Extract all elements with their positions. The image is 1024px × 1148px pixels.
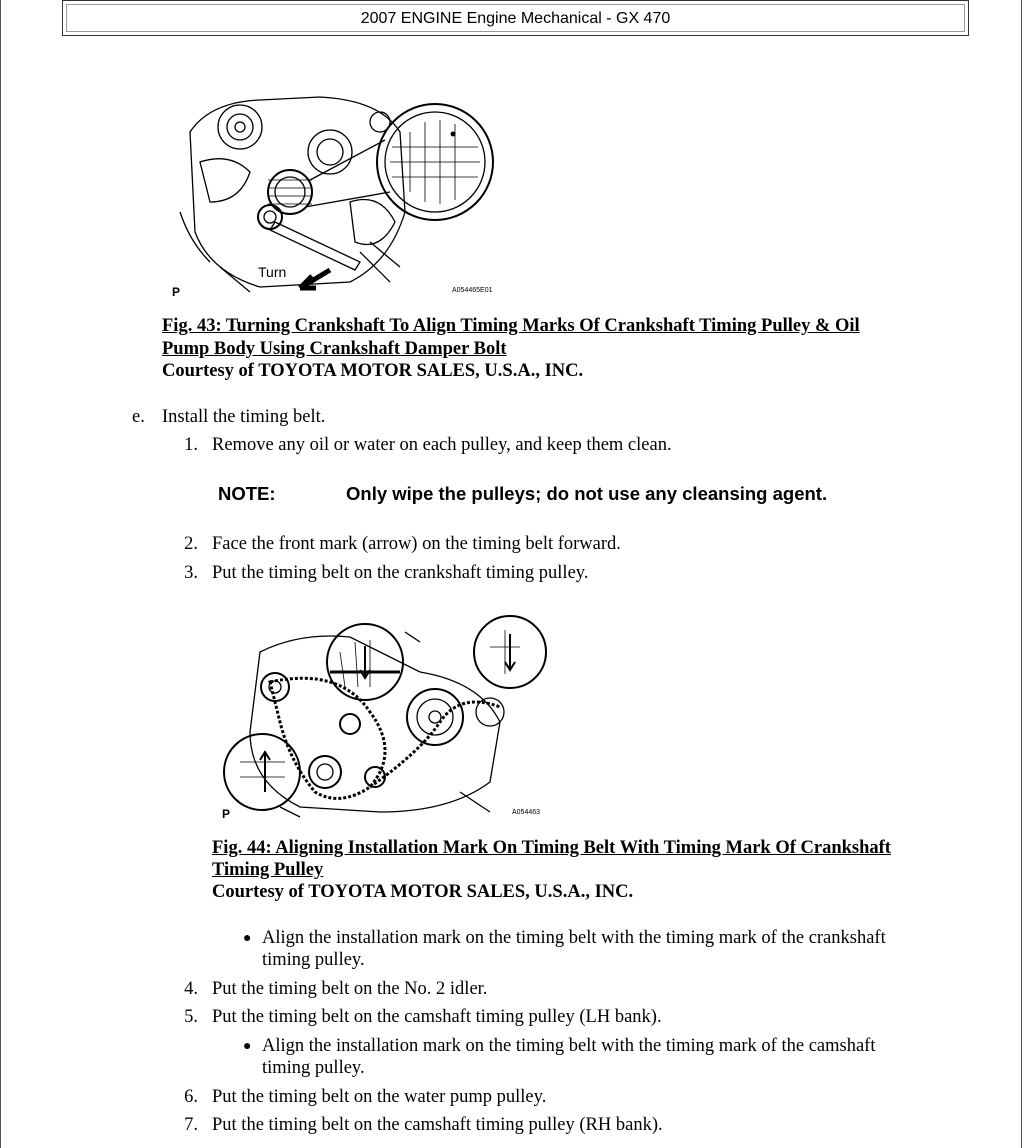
bullet-1-line1: Align the installation mark on the timing belt with the timing mark of the crankshaft xyxy=(262,928,886,948)
bullet-2-line1: Align the installation mark on the timing belt with the timing mark of the camshaft xyxy=(262,1036,876,1056)
step-3-text: Put the timing belt on the crankshaft timing pulley. xyxy=(212,563,589,583)
step-1-number: 1. xyxy=(184,435,198,455)
label-p: P xyxy=(222,807,231,821)
bullet-icon: ● xyxy=(243,931,252,946)
step-5-text: Put the timing belt on the camshaft timing pulley (LH bank). xyxy=(212,1007,662,1027)
figure-code: A054465E01 xyxy=(452,287,493,294)
step-4-number: 4. xyxy=(184,979,198,999)
figure-43-title-line2: Pump Body Using Crankshaft Damper Bolt xyxy=(162,339,507,359)
cam-mark-arrow-icon xyxy=(360,646,370,678)
step-1-text: Remove any oil or water on each pulley, and keep them clean. xyxy=(212,435,672,455)
crank-mark-arrow-icon xyxy=(260,752,270,792)
step-3-number: 3. xyxy=(184,563,198,583)
step-4-text: Put the timing belt on the No. 2 idler. xyxy=(212,979,488,999)
step-7-text: Put the timing belt on the camshaft timing pulley (RH bank). xyxy=(212,1115,663,1135)
note-text: Only wipe the pulleys; do not use any cleansing agent. xyxy=(346,483,828,504)
turn-arrow-icon xyxy=(300,270,330,288)
step-e-marker: e. xyxy=(132,407,145,427)
label-turn: Turn xyxy=(258,264,287,280)
figure-44-courtesy: Courtesy of TOYOTA MOTOR SALES, U.S.A., INC. xyxy=(212,882,634,902)
figure-44-title-line1: Fig. 44: Aligning Installation Mark On Timing Belt With Timing Mark Of Crankshaft xyxy=(212,838,891,858)
step-2-number: 2. xyxy=(184,534,198,554)
label-p: P xyxy=(172,285,181,299)
step-5-number: 5. xyxy=(184,1007,198,1027)
cam-mark-arrow-icon-rh xyxy=(505,634,515,670)
bullet-2-line2: timing pulley. xyxy=(262,1058,365,1078)
figure-code: A054463 xyxy=(512,809,541,816)
page-header xyxy=(62,0,969,36)
step-e-text: Install the timing belt. xyxy=(162,407,326,427)
step-7-number: 7. xyxy=(184,1115,198,1135)
bullet-icon: ● xyxy=(243,1039,252,1054)
figure-44-title-line2: Timing Pulley xyxy=(212,860,324,880)
figure-44-illustration xyxy=(220,612,560,822)
page-header-title: 2007 ENGINE Engine Mechanical - GX 470 xyxy=(66,4,965,32)
step-6-number: 6. xyxy=(184,1087,198,1107)
figure-43-courtesy: Courtesy of TOYOTA MOTOR SALES, U.S.A., INC. xyxy=(162,361,584,381)
timing-mark-dot xyxy=(451,132,456,137)
timing-belt-drawing xyxy=(220,612,560,822)
crankshaft-pulley-drawing xyxy=(170,92,510,300)
step-6-text: Put the timing belt on the water pump pulley. xyxy=(212,1087,547,1107)
bullet-1-line2: timing pulley. xyxy=(262,950,365,970)
step-2-text: Face the front mark (arrow) on the timing belt forward. xyxy=(212,534,621,554)
figure-43-illustration xyxy=(170,92,510,300)
figure-43-title-line1: Fig. 43: Turning Crankshaft To Align Timing Marks Of Crankshaft Timing Pulley & Oil xyxy=(162,316,860,336)
note-label: NOTE: xyxy=(218,483,276,504)
